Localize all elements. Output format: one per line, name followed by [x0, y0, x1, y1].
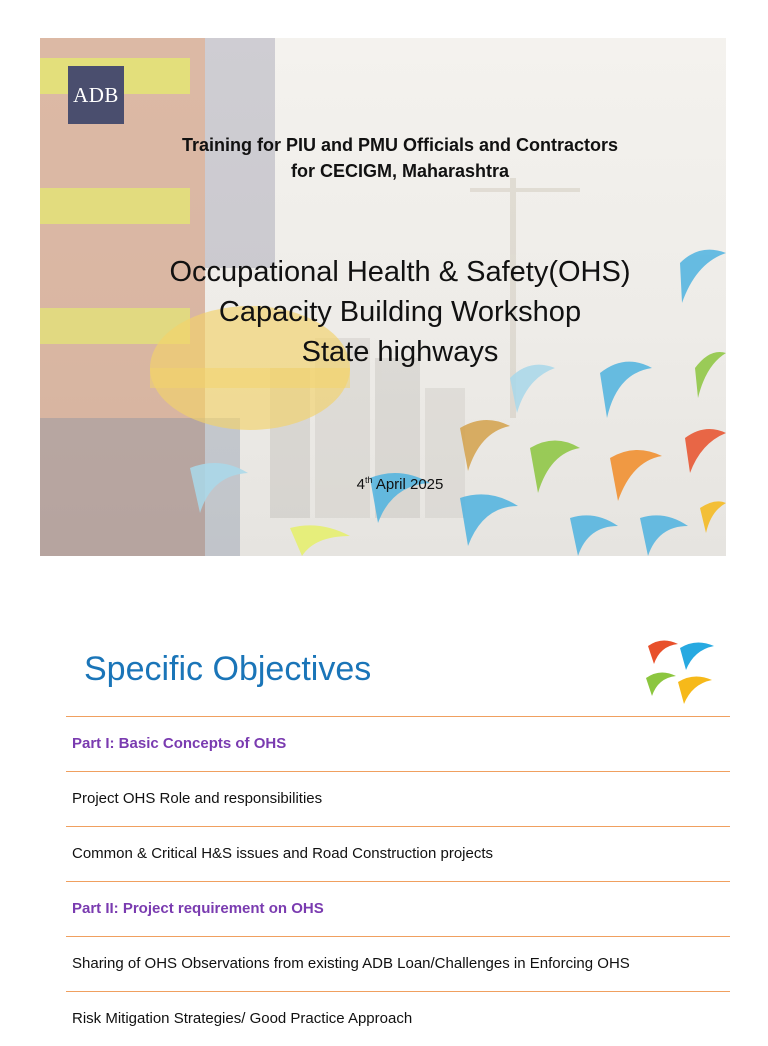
adb-logo: ADB: [68, 66, 124, 124]
subtitle-line-1: Training for PIU and PMU Officials and Contractors: [181, 135, 619, 155]
list-item: Sharing of OHS Observations from existing ADB Loan/Challenges in Enforcing OHS: [66, 936, 730, 990]
subtitle-line-2: for CECIGM, Maharashtra: [290, 161, 510, 181]
objectives-list: [66, 716, 730, 1046]
objectives-slide: [40, 620, 730, 1027]
list-item: Part I: Basic Concepts of OHS: [66, 716, 730, 770]
list-item: Project OHS Role and responsibilities: [66, 771, 730, 825]
objectives-title: Specific Objectives: [84, 650, 372, 688]
slide-date: [40, 475, 726, 493]
list-item: Risk Mitigation Strategies/ Good Practice Approach: [66, 991, 730, 1045]
date-suffix: th: [364, 475, 373, 485]
date-rest: April 2025: [372, 476, 444, 493]
date-day: 4: [356, 476, 365, 493]
title-line-1: Occupational Health & Safety(OHS): [169, 256, 631, 288]
title-slide: [40, 38, 726, 556]
adb-swoosh-logo-icon: [644, 638, 716, 708]
slide-subtitle: [40, 132, 726, 184]
slide-title: [40, 252, 726, 372]
title-line-2: Capacity Building Workshop: [218, 296, 582, 328]
list-item: Part II: Project requirement on OHS: [66, 881, 730, 935]
title-line-3: State highways: [301, 336, 499, 368]
list-item: Common & Critical H&S issues and Road Construction projects: [66, 826, 730, 880]
